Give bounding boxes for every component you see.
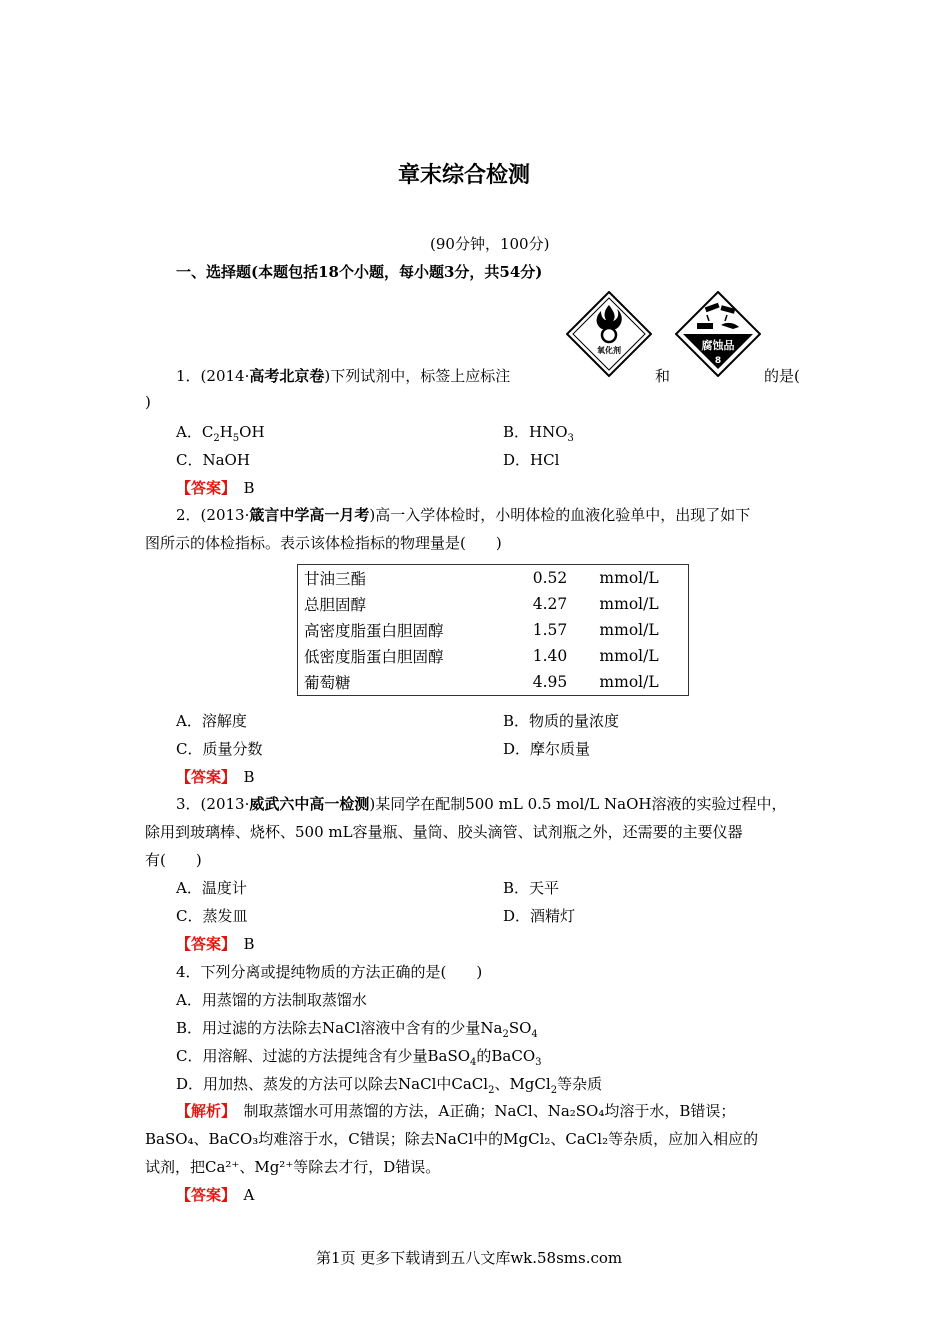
oxidizer-label-icon (566, 291, 652, 377)
corrosive-label-num: 8 (714, 356, 722, 366)
question-2-stem-line2: 图所示的体检指标。表示该体检指标的物理量是( ) (145, 534, 502, 552)
q4-option-a: A．用蒸馏的方法制取蒸馏水 (176, 991, 367, 1009)
q3-option-c: C．蒸发皿 (176, 907, 248, 925)
q4-option-b: B．用过滤的方法除去NaCl溶液中含有的少量$Na_2SO_4$ (176, 1019, 538, 1040)
question-1-stem-end: 的是( (764, 367, 800, 385)
corrosive-label-text: 腐蚀品 (701, 339, 735, 352)
question-4-stem: 4．下列分离或提纯物质的方法正确的是( ) (176, 963, 483, 981)
q3-answer: 【答案】 B (176, 935, 255, 953)
q3-option-a: A．温度计 (176, 879, 247, 897)
question-1-close: ) (145, 393, 151, 411)
page-footer: 第1页 更多下载请到五八文库wk.58sms.com (316, 1249, 623, 1267)
q1-option-d: D．HCl (503, 451, 560, 469)
q4-analysis-line2: BaSO₄、BaCO₃均难溶于水，C错误；除去NaCl中的MgCl₂、CaCl₂等杂质，应加入相应的 (145, 1130, 759, 1148)
question-3-stem: 3．(2013·威武六中高一检测)某同学在配制500 mL 0.5 mol/L NaOH溶液的实验过程中， (176, 795, 787, 813)
q1-answer: 【答案】 B (176, 479, 255, 497)
table-row: 低密度脂蛋白胆固醇 1.40 mmol/L (304, 647, 659, 666)
q4-analysis-line1: 【解析】 制取蒸馏水可用蒸馏的方法，A正确；NaCl、Na₂SO₄均溶于水，B错误； (176, 1102, 736, 1120)
q2-option-d: D．摩尔质量 (503, 740, 591, 758)
q2-option-a: A．溶解度 (176, 712, 247, 730)
question-1-and: 和 (655, 367, 671, 385)
q2-option-c: C．质量分数 (176, 740, 263, 758)
question-1-stem: 1．(2014·高考北京卷)下列试剂中，标签上应标注 (176, 367, 511, 385)
q4-option-c: C．用溶解、过滤的方法提纯含有少量BaSO$_4$的BaCO$_3$ (176, 1047, 542, 1068)
q1-option-b: B．$HNO_3$ (503, 423, 574, 444)
q2-option-b: B．物质的量浓度 (503, 712, 620, 730)
q3-option-b: B．天平 (503, 879, 560, 897)
q3-option-d: D．酒精灯 (503, 907, 576, 925)
table-row: 总胆固醇 4.27 mmol/L (304, 595, 659, 614)
q4-option-d: D．用加热、蒸发的方法可以除去NaCl中CaCl$_2$、MgCl$_2$等杂质 (176, 1075, 603, 1096)
oxidizer-label-text: 氧化剂 (597, 346, 621, 355)
corrosive-label-icon (675, 291, 761, 377)
q1-option-c: C．NaOH (176, 451, 250, 469)
q2-answer: 【答案】 B (176, 768, 255, 786)
table-row: 高密度脂蛋白胆固醇 1.57 mmol/L (304, 621, 659, 640)
question-3-stem-line3: 有( ) (145, 851, 202, 869)
question-2-stem: 2．(2013·箴言中学高一月考)高一入学体检时，小明体检的血液化验单中，出现了如下 (176, 506, 751, 524)
q4-analysis-line3: 试剂，把Ca²⁺、Mg²⁺等除去才行，D错误。 (145, 1158, 441, 1176)
q1-option-a: A．$C_2H_5OH$ (176, 423, 265, 444)
question-3-stem-line2: 除用到玻璃棒、烧杯、500 mL容量瓶、量筒、胶头滴管、试剂瓶之外，还需要的主要仪器 (145, 823, 743, 841)
blood-test-table (297, 564, 689, 696)
exam-meta: (90分钟，100分) (430, 235, 550, 253)
table-row: 葡萄糖 4.95 mmol/L (304, 673, 659, 692)
q4-answer: 【答案】 A (176, 1186, 255, 1204)
page-title: 章末综合检测 (398, 163, 531, 188)
section-heading: 一、选择题(本题包括18个小题，每小题3分，共54分) (176, 263, 543, 281)
table-row: 甘油三酯 0.52 mmol/L (304, 569, 659, 588)
